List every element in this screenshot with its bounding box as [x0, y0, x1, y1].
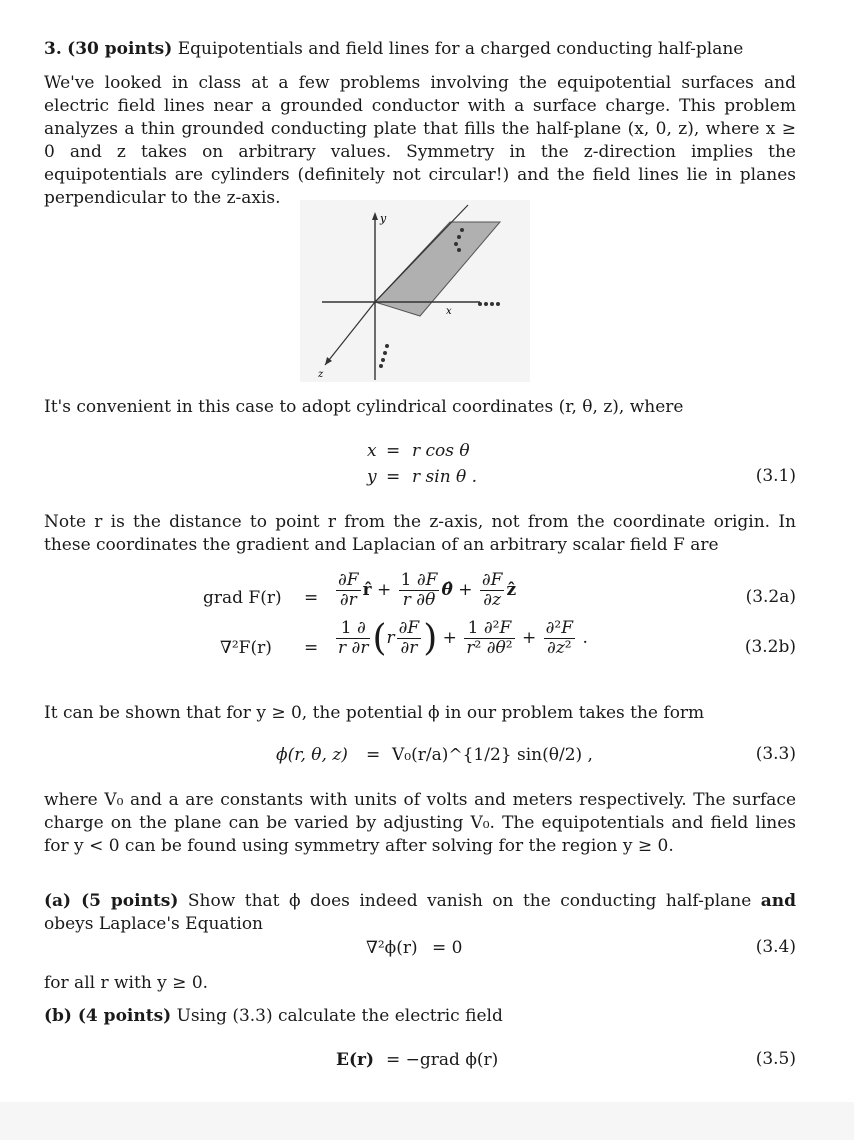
- eq31-x-lhs: x: [367, 441, 377, 461]
- eq35-lhs: E(r): [336, 1050, 375, 1070]
- part-a-text-post: obeys Laplace's Equation: [44, 914, 263, 934]
- eq32a-lhs: grad F(r): [203, 588, 282, 608]
- eq33-equals: =: [366, 745, 381, 765]
- eq33-lhs: ϕ(r, θ, z): [276, 745, 348, 765]
- eq35-number: (3.5): [755, 1049, 796, 1069]
- part-a: [44, 890, 796, 936]
- eq34-lhs: ∇²ϕ(r): [366, 938, 418, 958]
- eq32a-equals: =: [304, 588, 319, 608]
- eq31-x-rhs: r cos θ: [412, 441, 470, 461]
- problem-title: Equipotentials and field lines for a charged conducting half-plane: [177, 39, 744, 59]
- eq34-number: (3.4): [755, 937, 796, 957]
- eq31-x-equals: =: [386, 441, 401, 461]
- part-b-label: (b) (4 points): [44, 1006, 172, 1026]
- part-a-label: (a) (5 points): [44, 891, 179, 911]
- part-b-text: Using (3.3) calculate the electric field: [176, 1006, 503, 1026]
- intro-paragraph: We've looked in class at a few problems involving the equipotential surfaces and electric field lines near a grounded conductor with a surface charge. This problem analyzes a thin grounded conducting plate that fills the half-plane (x, 0, z), where x ≥ 0 and z takes on arbitrary values. Symmetry in the z-direction implies the equipotentials are cylinders (definitely not circular!) and the field lines lie in planes perpendicular to the z-axis.: [44, 73, 796, 208]
- problem-heading: [44, 38, 743, 61]
- eq32b-equals: =: [304, 638, 319, 658]
- eq32b-lhs: ∇²F(r): [220, 638, 272, 658]
- half-plane-figure: [300, 200, 530, 382]
- eq31-y-lhs: y: [367, 467, 377, 487]
- part-b: [44, 1005, 796, 1028]
- eq32a-rhs: $\frac{\partial F}{\partial r}$ r̂ + $\frac{1 \partial F}{r \partial\theta}$ θ̂ + $\frac{\partial F}{\partial z}$ ẑ: [338, 570, 517, 610]
- constants-paragraph: where V₀ and a are constants with units of volts and meters respectively. The surface charge on the plane can be varied by adjusting V₀. The equipotentials and field lines for y < 0 can be found using symmetry after solving for the region y ≥ 0.: [44, 790, 796, 856]
- page-bottom-strip: [0, 1102, 854, 1140]
- cylindrical-intro: It's convenient in this case to adopt cylindrical coordinates (r, θ, z), where: [44, 397, 684, 417]
- x-axis-label: x: [446, 306, 452, 317]
- for-all-text: for all r with y ≥ 0.: [44, 973, 209, 993]
- z-axis-label: z: [318, 369, 324, 380]
- eq31-y-equals: =: [386, 467, 401, 487]
- potential-intro: It can be shown that for y ≥ 0, the potential ϕ in our problem takes the form: [44, 703, 705, 723]
- problem-number: 3.: [44, 39, 62, 59]
- note-paragraph: Note r is the distance to point r from the z-axis, not from the coordinate origin. In these coordinates the gradient and Laplacian of an arbitrary scalar field F are: [44, 512, 796, 555]
- eq32b-number: (3.2b): [744, 637, 796, 657]
- eq31-y-rhs: r sin θ .: [412, 467, 478, 487]
- eq34-rhs: = 0: [432, 938, 463, 958]
- eq32b-rhs: $\frac{1 \partial}{r \partial r}$ (r $\frac{\partial F}{\partial r}$ ) + $\frac{\text{1 ∂²F}}{\text{r² ∂θ²}}$ + $\frac{\text{∂²F}}{\text{∂z²}}$ .: [338, 618, 588, 659]
- eq35-rhs: = −grad ϕ(r): [386, 1050, 499, 1070]
- part-a-text-bold: and: [760, 891, 797, 911]
- part-a-text-pre: Show that ϕ does indeed vanish on the conducting half-plane: [187, 891, 752, 911]
- eq32a-number: (3.2a): [745, 587, 796, 607]
- eq33-rhs: V₀(r/a)^{1/2} sin(θ/2) ,: [392, 745, 593, 765]
- eq31-number: (3.1): [755, 466, 796, 486]
- problem-points: (30 points): [67, 39, 173, 59]
- y-axis-label: y: [380, 212, 387, 225]
- eq33-number: (3.3): [755, 744, 796, 764]
